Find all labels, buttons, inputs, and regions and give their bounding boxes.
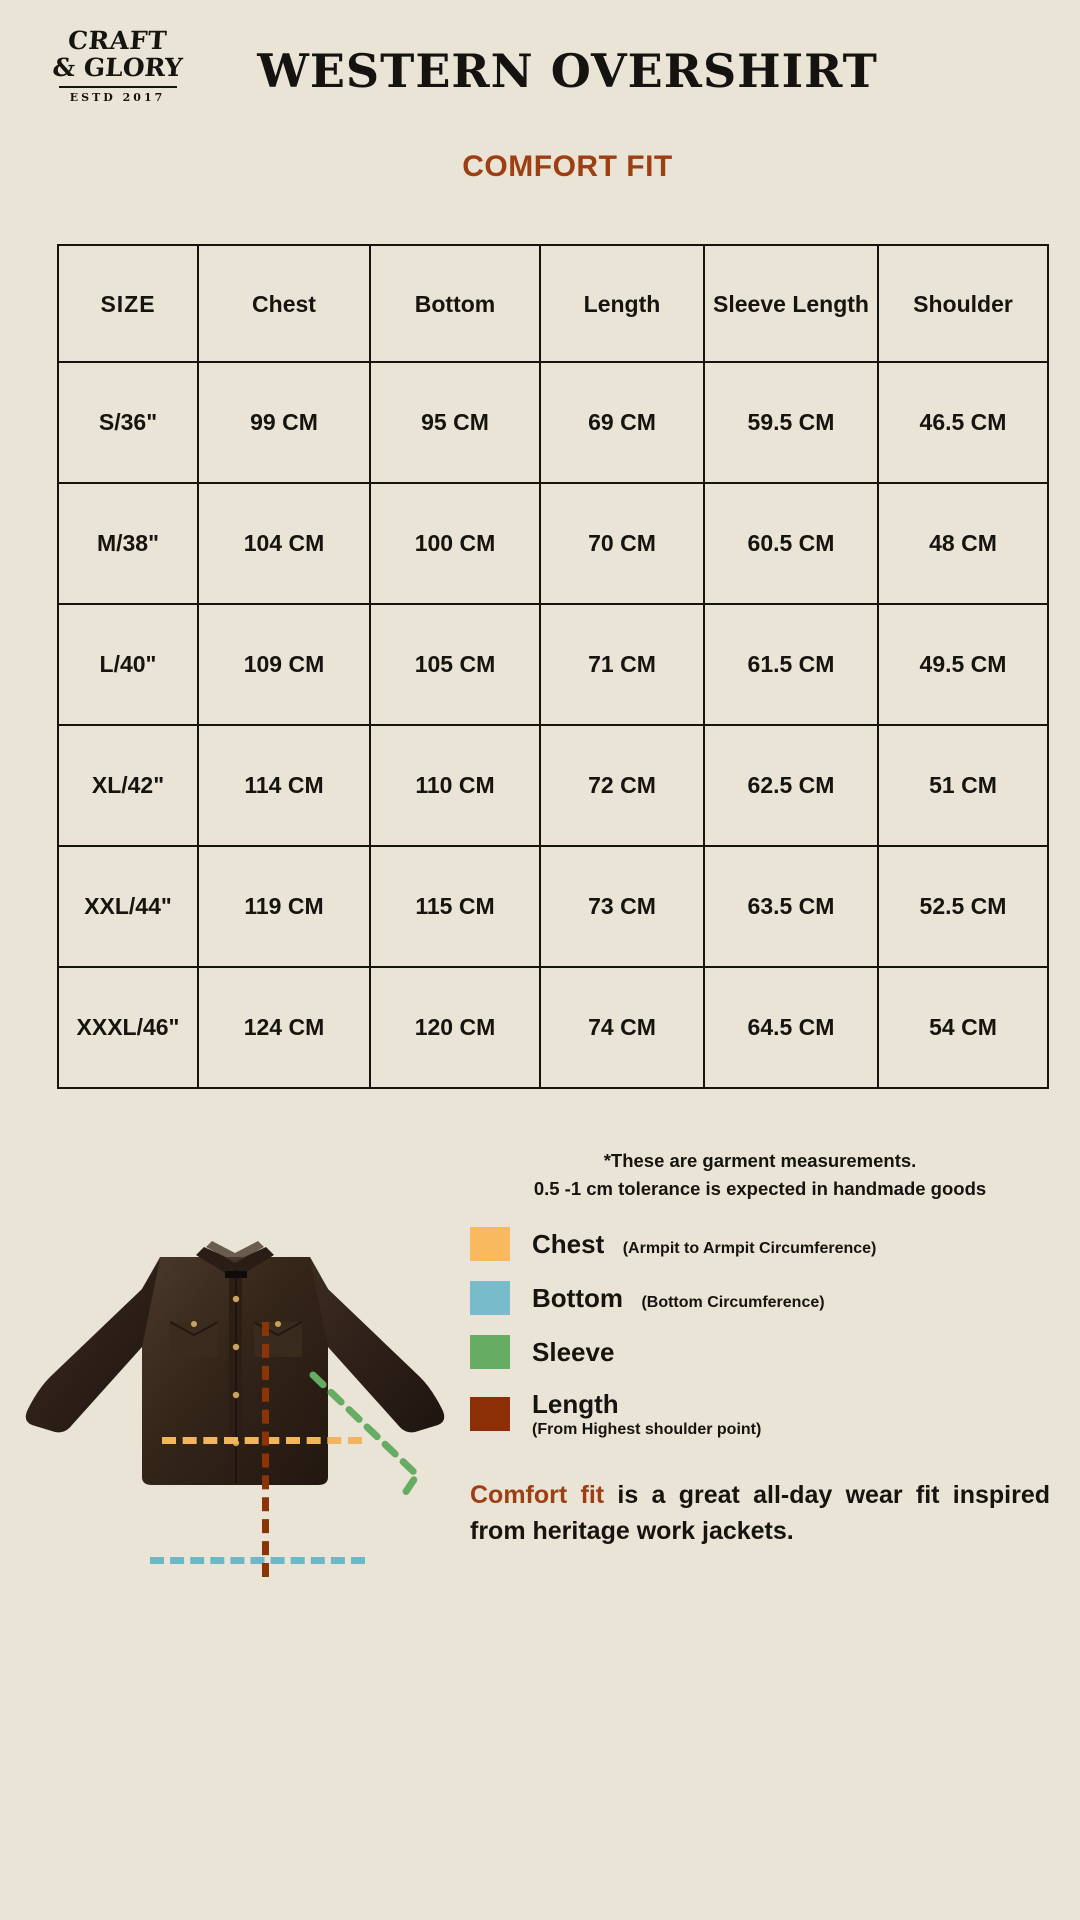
table-header-row [58,245,1048,362]
cell-shoulder: 48 CM [878,483,1048,604]
chest-color-swatch [470,1227,510,1261]
column-header-bottom: Bottom [370,245,540,362]
legend-bottom-name: Bottom [532,1282,623,1313]
sleeve-color-swatch [470,1335,510,1369]
cell-chest: 124 CM [198,967,370,1088]
cell-chest: 114 CM [198,725,370,846]
cell-bottom: 120 CM [370,967,540,1088]
column-header-sleeve-length: Sleeve Length [704,245,878,362]
legend-item-bottom [470,1281,1050,1315]
cell-bottom: 105 CM [370,604,540,725]
cell-chest: 109 CM [198,604,370,725]
cell-bottom: 115 CM [370,846,540,967]
cell-sleeve: 59.5 CM [704,362,878,483]
size-chart-wrapper [57,244,1023,1089]
cell-length: 69 CM [540,362,704,483]
brand-logo-line3: ESTD 2017 [69,91,166,104]
page-title: WESTERN OVERSHIRT [257,44,878,98]
cell-bottom: 95 CM [370,362,540,483]
cell-length: 72 CM [540,725,704,846]
cell-chest: 99 CM [198,362,370,483]
cell-size: S/36" [58,362,198,483]
legend-length-text [532,1389,761,1439]
cell-shoulder: 46.5 CM [878,362,1048,483]
legend-chest-name: Chest [532,1228,605,1259]
cell-sleeve: 64.5 CM [704,967,878,1088]
legend-chest-text [532,1229,876,1260]
cell-size: XL/42" [58,725,198,846]
fit-description [470,1477,1050,1549]
size-chart-table [57,244,1049,1089]
fit-description-rest: is a great all-day wear fit inspired from heritage work jackets. [470,1481,1050,1545]
table-row [58,846,1048,967]
table-row [58,604,1048,725]
cell-length: 70 CM [540,483,704,604]
cell-length: 71 CM [540,604,704,725]
table-row [58,483,1048,604]
cell-size: M/38" [58,483,198,604]
legend-bottom-sub: (Bottom Circumference) [641,1293,825,1311]
measurement-note [470,1147,1050,1203]
legend-item-sleeve [470,1335,1050,1369]
brand-logo-line2: & GLORY [51,53,184,82]
column-header-chest: Chest [198,245,370,362]
legend-item-length [470,1389,1050,1439]
bottom-measure-line [150,1557,365,1564]
brand-logo-line1: CRAFT [67,26,169,55]
measurement-note-line2: 0.5 -1 cm tolerance is expected in handmade goods [533,1178,987,1199]
length-measure-line [262,1322,269,1577]
fit-description-accent: Comfort fit [470,1481,605,1509]
page-header [0,0,1080,200]
table-row [58,967,1048,1088]
cell-chest: 119 CM [198,846,370,967]
cell-shoulder: 52.5 CM [878,846,1048,967]
length-color-swatch [470,1397,510,1431]
legend-length-sub: (From Highest shoulder point) [532,1421,762,1438]
measurement-legend [470,1227,1050,1459]
cell-length: 74 CM [540,967,704,1088]
legend-chest-sub: (Armpit to Armpit Circumference) [622,1239,877,1257]
garment-illustration [10,1227,460,1557]
cell-sleeve: 61.5 CM [704,604,878,725]
legend-length-name: Length [532,1389,619,1419]
page-subtitle: COMFORT FIT [462,150,673,183]
cell-sleeve: 62.5 CM [704,725,878,846]
sleeve-measure-line [305,1367,425,1502]
column-header-length: Length [540,245,704,362]
legend-bottom-text [532,1283,825,1314]
legend-item-chest [470,1227,1050,1261]
cell-size: XXXL/46" [58,967,198,1088]
measurement-guide-section [0,1147,1080,1767]
cell-chest: 104 CM [198,483,370,604]
cell-shoulder: 54 CM [878,967,1048,1088]
measurement-note-line1: *These are garment measurements. [603,1150,917,1171]
cell-bottom: 100 CM [370,483,540,604]
table-row [58,725,1048,846]
legend-sleeve-name: Sleeve [532,1336,615,1367]
column-header-shoulder: Shoulder [878,245,1048,362]
cell-shoulder: 51 CM [878,725,1048,846]
legend-sleeve-text [532,1337,614,1368]
cell-shoulder: 49.5 CM [878,604,1048,725]
cell-sleeve: 63.5 CM [704,846,878,967]
cell-size: L/40" [58,604,198,725]
cell-size: XXL/44" [58,846,198,967]
cell-length: 73 CM [540,846,704,967]
column-header-size: SIZE [58,245,198,362]
table-row [58,362,1048,483]
cell-sleeve: 60.5 CM [704,483,878,604]
cell-bottom: 110 CM [370,725,540,846]
bottom-color-swatch [470,1281,510,1315]
